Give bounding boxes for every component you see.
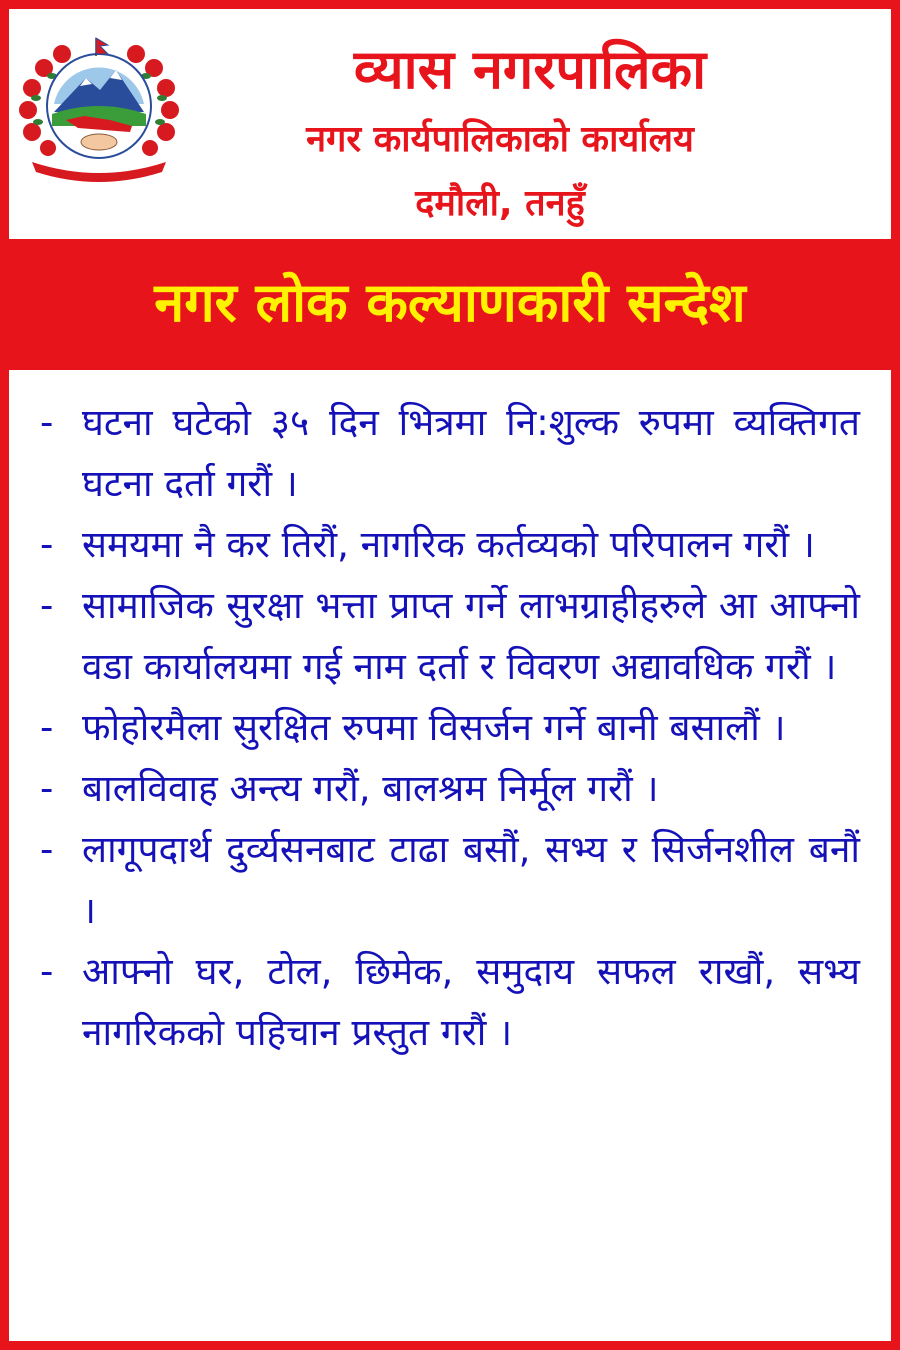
message-item <box>30 514 860 575</box>
municipality-name: व्यास नगरपालिका <box>353 38 707 101</box>
message-list <box>30 392 860 1063</box>
office-name: नगर कार्यपालिकाको कार्यालय <box>306 119 694 160</box>
message-item <box>30 392 860 514</box>
office-location: दमौली, तनहुँ <box>415 183 585 224</box>
bullet-dash: - <box>40 950 54 993</box>
message-text: घटना घटेको ३५ दिन भित्रमा नि:शुल्क रुपमा व्यक्तिगत घटना दर्ता गरौं । <box>82 401 860 505</box>
bullet-dash: - <box>40 401 54 444</box>
bullet-dash: - <box>40 767 54 810</box>
banner-title: नगर लोक कल्याणकारी सन्देश <box>154 271 746 334</box>
message-item <box>30 819 860 941</box>
message-text: फोहोरमैला सुरक्षित रुपमा विसर्जन गर्ने बानी बसालौं । <box>82 706 786 749</box>
bullet-dash: - <box>40 828 54 871</box>
message-item <box>30 941 860 1063</box>
bullet-dash: - <box>40 706 54 749</box>
message-item <box>30 697 860 758</box>
message-text: लागूपदार्थ दुर्व्यसनबाट टाढा बसौं, सभ्य र सिर्जनशील बनौं । <box>82 828 860 932</box>
bullet-dash: - <box>40 584 54 627</box>
message-text: सामाजिक सुरक्षा भत्ता प्राप्त गर्ने लाभग्राहीहरुले आ आफ्नो वडा कार्यालयमा गई नाम दर्ता र विवरण अद्यावधिक गरौं । <box>82 584 860 688</box>
message-item <box>30 758 860 819</box>
message-text: बालविवाह अन्त्य गरौं, बालश्रम निर्मूल गरौं । <box>82 767 659 810</box>
message-text: समयमा नै कर तिरौं, नागरिक कर्तव्यको परिपालन गरौं । <box>82 523 815 566</box>
nepal-emblem-icon <box>14 34 184 184</box>
message-text: आफ्नो घर, टोल, छिमेक, समुदाय सफल राखौं, सभ्य नागरिकको पहिचान प्रस्तुत गरौं । <box>82 950 860 1054</box>
message-item <box>30 575 860 697</box>
bullet-dash: - <box>40 523 54 566</box>
